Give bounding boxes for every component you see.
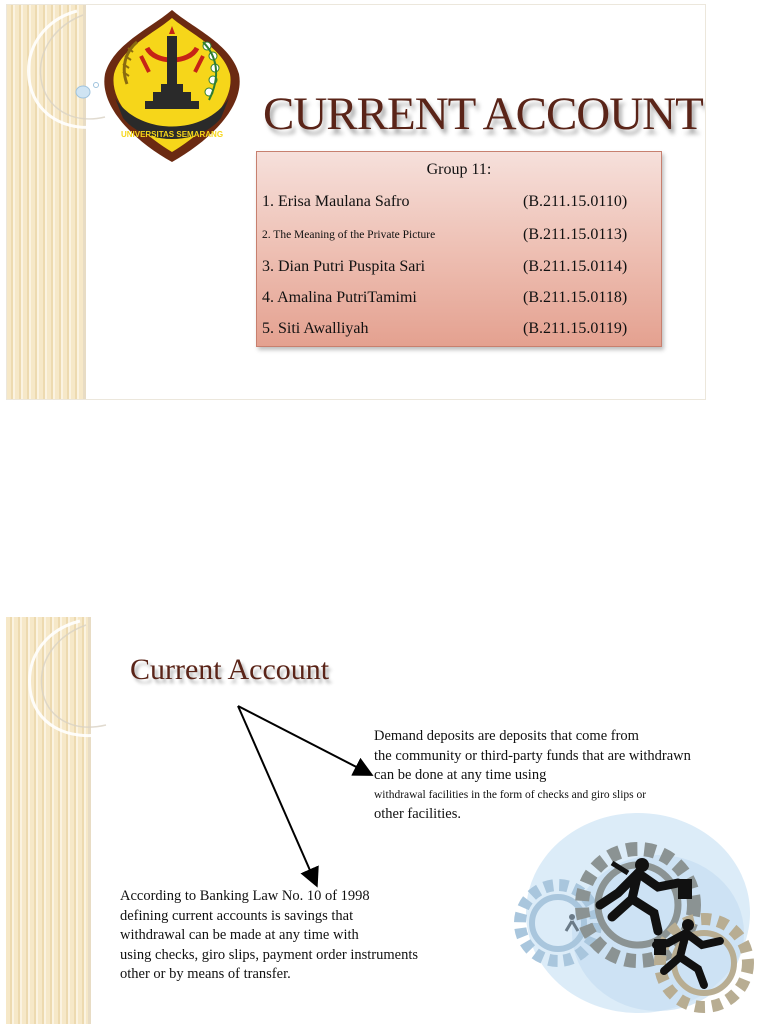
member-id: (B.211.15.0113) [523,226,628,243]
definition-line: withdrawal facilities in the form of checks and giro slips or [374,788,647,801]
member-name: 2. The Meaning of the Private Picture [262,229,436,241]
title-slide [6,4,706,400]
slide-title: CURRENT ACCOUNT [263,88,703,140]
law-line: defining current accounts is savings that [120,907,354,924]
group-title: Group 11: [426,161,492,178]
law-line: other or by means of transfer. [120,966,291,982]
member-id: (B.211.15.0119) [523,320,628,337]
slide-title: Current Account [130,653,330,686]
arrow-to-law [238,706,316,884]
member-name: 1. Erisa Maulana Safro [262,193,410,210]
member-name: 4. Amalina PutriTamimi [262,289,417,306]
banking-law-text [120,887,418,985]
university-logo [99,6,245,166]
definition-slide [6,617,768,1024]
definition-line: can be done at any time using [374,767,547,783]
definition-line: the community or third-party funds that are withdrawn [374,747,691,764]
law-line: withdrawal can be made at any time with [120,927,359,943]
arrow-to-definition [238,706,370,774]
logo-text: UNIVERSITAS SEMARANG [120,130,224,139]
definition-line: other facilities. [374,806,461,822]
definition-text [374,727,691,825]
bubble-icon [76,86,90,98]
law-line: using checks, giro slips, payment order instruments [120,946,419,963]
member-id: (B.211.15.0118) [523,289,628,306]
member-id: (B.211.15.0114) [523,258,628,275]
member-id: (B.211.15.0110) [523,193,628,210]
law-line: According to Banking Law No. 10 of 1998 [120,888,370,904]
definition-line: Demand deposits are deposits that come from [374,728,639,744]
member-name: 5. Siti Awalliyah [262,320,369,337]
member-name: 3. Dian Putri Puspita Sari [262,258,426,275]
business-gears-illustration [508,813,758,1024]
group-members-box [256,151,662,347]
